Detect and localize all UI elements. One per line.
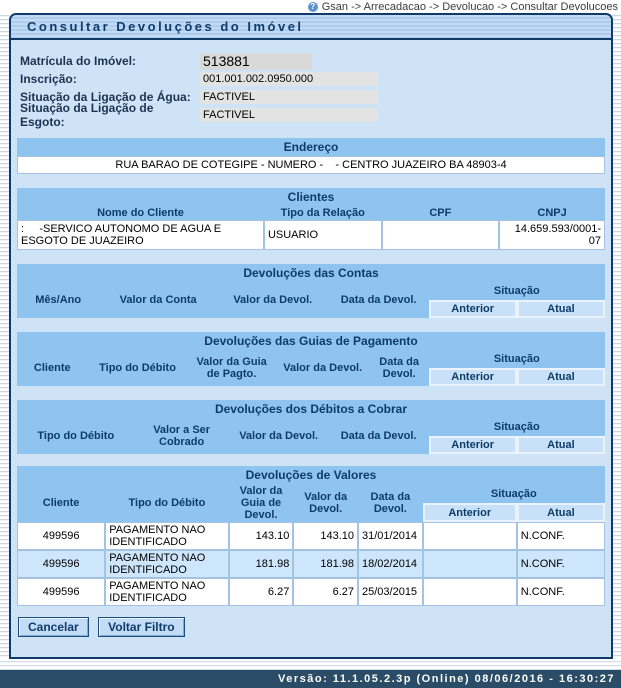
valores-tipo-debito: PAGAMENTO NAO IDENTIFICADO [105, 522, 228, 550]
breadcrumb-trail[interactable]: Gsan -> Arrecadacao -> Devolucao -> Consultar Devolucoes [321, 0, 618, 13]
guias-title: Devoluções das Guias de Pagamento [17, 332, 605, 350]
col-header-mes-ano: Mês/Ano [17, 282, 99, 318]
col-header-valor-devol: Valor da Devol. [229, 418, 329, 454]
col-header-situacao: Situação [423, 484, 605, 503]
col-header-data-devol: Data da Devol. [370, 350, 429, 386]
valores-cliente: 499596 [17, 522, 105, 550]
valores-valor-guia: 143.10 [229, 522, 294, 550]
col-header-situacao-atual: Atual [517, 300, 605, 318]
col-header-cpf: CPF [382, 206, 500, 220]
col-header-cliente: Cliente [17, 484, 105, 522]
bottom-stripes [0, 659, 621, 670]
col-header-situacao-atual: Atual [517, 503, 605, 522]
field-situacao-esgoto [17, 101, 605, 129]
devolucoes-debitos-table [17, 400, 605, 454]
col-header-tipo-debito: Tipo do Débito [105, 484, 228, 522]
valores-tipo-debito: PAGAMENTO NAO IDENTIFICADO [105, 550, 228, 578]
matricula-value: 513881 [200, 53, 312, 70]
col-header-valor-devol: Valor da Devol. [276, 350, 370, 386]
cliente-cnpj: 14.659.593/0001-07 [499, 220, 605, 250]
col-header-data-devol: Data da Devol. [329, 282, 429, 318]
valores-situacao-atual: N.CONF. [517, 578, 605, 606]
col-header-situacao-atual: Atual [517, 436, 605, 454]
valores-row [17, 578, 605, 606]
valores-valor-devol: 181.98 [293, 550, 358, 578]
col-header-valor-conta: Valor da Conta [99, 282, 217, 318]
endereco-title: Endereço [17, 138, 605, 156]
valores-situacao-atual: N.CONF. [517, 550, 605, 578]
valores-valor-devol: 6.27 [293, 578, 358, 606]
valores-situacao-atual: N.CONF. [517, 522, 605, 550]
situacao-agua-label: Situação da Ligação de Água: [20, 90, 191, 104]
valores-valor-guia: 6.27 [229, 578, 294, 606]
cliente-row [17, 220, 605, 250]
valores-cliente: 499596 [17, 578, 105, 606]
devolucoes-contas-table [17, 264, 605, 318]
breadcrumb [0, 0, 621, 13]
col-header-valor-a-ser-cobrado: Valor a Ser Cobrado [135, 418, 229, 454]
col-header-cliente: Cliente [17, 350, 88, 386]
endereco-table [17, 138, 605, 174]
col-header-tipo-relacao: Tipo da Relação [264, 206, 382, 220]
valores-situacao-anterior [423, 550, 517, 578]
valores-row [17, 522, 605, 550]
col-header-valor-devol: Valor da Devol. [293, 484, 358, 522]
col-header-valor-guia-devol: Valor da Guia de Devol. [229, 484, 294, 522]
situacao-esgoto-value: FACTIVEL [200, 108, 378, 122]
page-title: Consultar Devoluções do Imóvel [11, 15, 611, 40]
debitos-title: Devoluções dos Débitos a Cobrar [17, 400, 605, 418]
devolucoes-guias-table [17, 332, 605, 386]
main-panel [9, 13, 613, 659]
valores-cliente: 499596 [17, 550, 105, 578]
col-header-situacao-anterior: Anterior [429, 368, 517, 386]
col-header-data-devol: Data da Devol. [358, 484, 423, 522]
voltar-filtro-button[interactable]: Voltar Filtro [98, 617, 184, 637]
footer-version: Versão: 11.1.05.2.3p (Online) 08/06/2016 - 16:30:27 [0, 670, 621, 688]
valores-data-devol: 18/02/2014 [358, 550, 423, 578]
clientes-table [17, 188, 605, 250]
valores-title: Devoluções de Valores [17, 466, 605, 484]
valores-tipo-debito: PAGAMENTO NAO IDENTIFICADO [105, 578, 228, 606]
valores-row [17, 550, 605, 578]
contas-title: Devoluções das Contas [17, 264, 605, 282]
cancelar-button[interactable]: Cancelar [18, 617, 89, 637]
valores-valor-guia: 181.98 [229, 550, 294, 578]
col-header-situacao-anterior: Anterior [423, 503, 517, 522]
situacao-esgoto-label: Situação da Ligação de Esgoto: [20, 101, 154, 129]
col-header-situacao: Situação [429, 418, 605, 436]
matricula-label: Matrícula do Imóvel: [20, 54, 137, 68]
cliente-tipo-relacao: USUARIO [264, 220, 382, 250]
endereco-row: RUA BARAO DE COTEGIPE - NUMERO - - CENTRO JUAZEIRO BA 48903-4 [17, 156, 605, 174]
cliente-nome: : -SERVICO AUTONOMO DE AGUA E ESGOTO DE JUAZEIRO [17, 220, 264, 250]
right-edge-stripes [612, 13, 621, 670]
button-row [18, 617, 605, 637]
col-header-situacao-anterior: Anterior [429, 300, 517, 318]
inscricao-label: Inscrição: [20, 72, 77, 86]
field-matricula [17, 52, 605, 70]
col-header-cnpj: CNPJ [499, 206, 605, 220]
situacao-agua-value: FACTIVEL [200, 90, 378, 104]
devolucoes-valores-table [17, 466, 605, 606]
col-header-situacao: Situação [429, 350, 605, 368]
col-header-situacao-anterior: Anterior [429, 436, 517, 454]
valores-situacao-anterior [423, 522, 517, 550]
col-header-situacao-atual: Atual [517, 368, 605, 386]
valores-situacao-anterior [423, 578, 517, 606]
col-header-valor-devol: Valor da Devol. [217, 282, 329, 318]
valores-valor-devol: 143.10 [293, 522, 358, 550]
col-header-data-devol: Data da Devol. [329, 418, 429, 454]
help-icon[interactable]: ? [308, 2, 318, 12]
col-header-tipo-debito: Tipo do Débito [17, 418, 135, 454]
valores-data-devol: 25/03/2015 [358, 578, 423, 606]
clientes-title: Clientes [17, 188, 605, 206]
field-inscricao [17, 70, 605, 88]
col-header-nome-cliente: Nome do Cliente [17, 206, 264, 220]
inscricao-value: 001.001.002.0950.000 [200, 72, 378, 86]
col-header-valor-guia-pagto: Valor da Guia de Pagto. [188, 350, 276, 386]
cliente-cpf [382, 220, 500, 250]
left-edge-stripes [0, 13, 9, 670]
valores-data-devol: 31/01/2014 [358, 522, 423, 550]
col-header-tipo-debito: Tipo do Débito [88, 350, 188, 386]
col-header-situacao: Situação [429, 282, 605, 300]
